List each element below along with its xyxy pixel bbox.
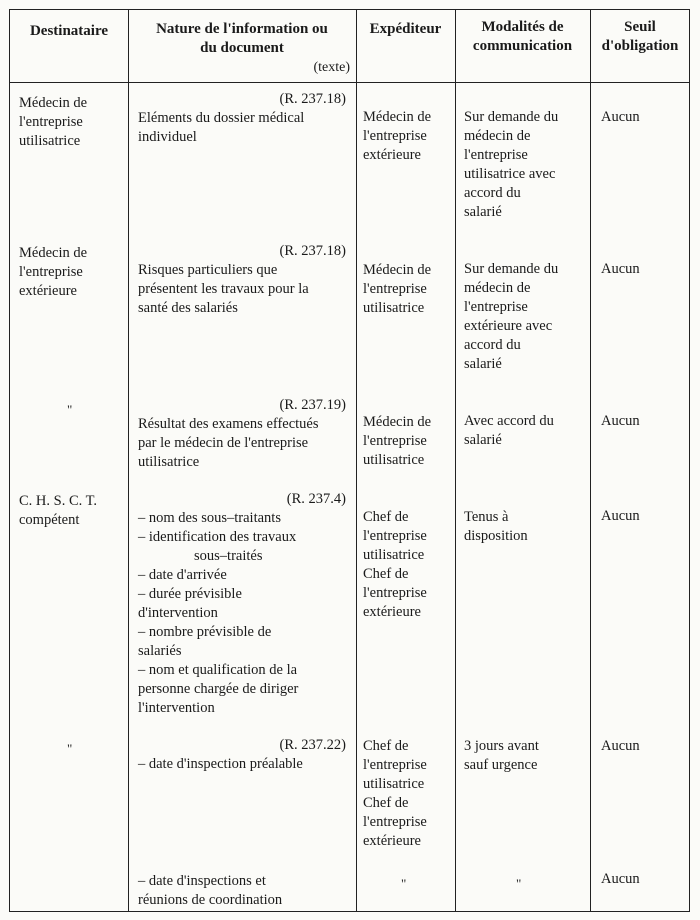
row-1-destinataire: Médecin de l'entreprise utilisatrice [19, 95, 88, 149]
row-5-expediteur: Chef de l'entreprise utilisatrice Chef de l'entreprise extérieure [363, 738, 427, 849]
header-seuil: Seuil d'obligation [601, 19, 679, 54]
header-nature: Nature de l'information ou du document (texte) [156, 21, 350, 75]
column-divider [590, 10, 591, 911]
row-2-destinataire: Médecin de l'entreprise extérieure [19, 245, 88, 299]
legal-reference: (R. 237.19) [279, 397, 346, 413]
legal-reference: (R. 237.18) [279, 91, 346, 107]
header-modalites: Modalités de communication [472, 19, 573, 54]
row-4-nature: (R. 237.4) – nom des sous–traitants – identification des travaux sous–traités – date d'arrivée – durée prévisible d'intervention – nombre prévisible de salariés – nom et qualification de la personne chargée de diriger l'intervention [138, 491, 346, 716]
row-2-expediteur: Médecin de l'entreprise utilisatrice [363, 262, 432, 316]
row-1-nature: (R. 237.18) Eléments du dossier médical individuel [138, 91, 346, 145]
row-2-modalites: Sur demande du médecin de l'entreprise extérieure avec accord du salarié [464, 261, 559, 372]
row-4-seuil: Aucun [601, 508, 640, 524]
legal-reference: (R. 237.4) [286, 491, 346, 507]
row-2-seuil: Aucun [601, 261, 640, 277]
row-4-modalites: Tenus à disposition [464, 509, 528, 544]
ditto-mark: " [516, 876, 522, 891]
header-rule [10, 82, 689, 83]
row-1-modalites: Sur demande du médecin de l'entreprise utilisatrice avec accord du salarié [464, 109, 559, 220]
header-expediteur: Expéditeur [369, 21, 442, 37]
row-3-expediteur: Médecin de l'entreprise utilisatrice [363, 414, 432, 468]
row-4-expediteur: Chef de l'entreprise utilisatrice Chef de l'entreprise extérieure [363, 509, 427, 620]
legal-reference: (R. 237.22) [279, 737, 346, 753]
row-3-seuil: Aucun [601, 413, 640, 429]
column-divider [455, 10, 456, 911]
row-5-nature: (R. 237.22) – date d'inspection préalable [138, 737, 346, 772]
legal-reference: (R. 237.18) [279, 243, 346, 259]
obligations-table [9, 9, 690, 912]
row-5-modalites: 3 jours avant sauf urgence [464, 738, 539, 773]
row-1-expediteur: Médecin de l'entreprise extérieure [363, 109, 432, 163]
ditto-mark: " [67, 402, 73, 417]
row-4-destinataire: C. H. S. C. T. compétent [19, 493, 98, 528]
row-3-modalites: Avec accord du salarié [464, 413, 554, 448]
header-destinataire: Destinataire [29, 23, 109, 39]
column-divider [128, 10, 129, 911]
row-6-nature: – date d'inspections et réunions de coordination [138, 873, 283, 908]
row-2-nature: (R. 237.18) Risques particuliers que présentent les travaux pour la santé des salariés [138, 243, 346, 316]
column-divider [356, 10, 357, 911]
row-5-seuil: Aucun [601, 738, 640, 754]
row-6-seuil: Aucun [601, 871, 640, 887]
ditto-mark: " [401, 876, 407, 891]
row-1-seuil: Aucun [601, 109, 640, 125]
ditto-mark: " [67, 741, 73, 756]
row-3-nature: (R. 237.19) Résultat des examens effectués par le médecin de l'entreprise utilisatrice [138, 397, 346, 470]
